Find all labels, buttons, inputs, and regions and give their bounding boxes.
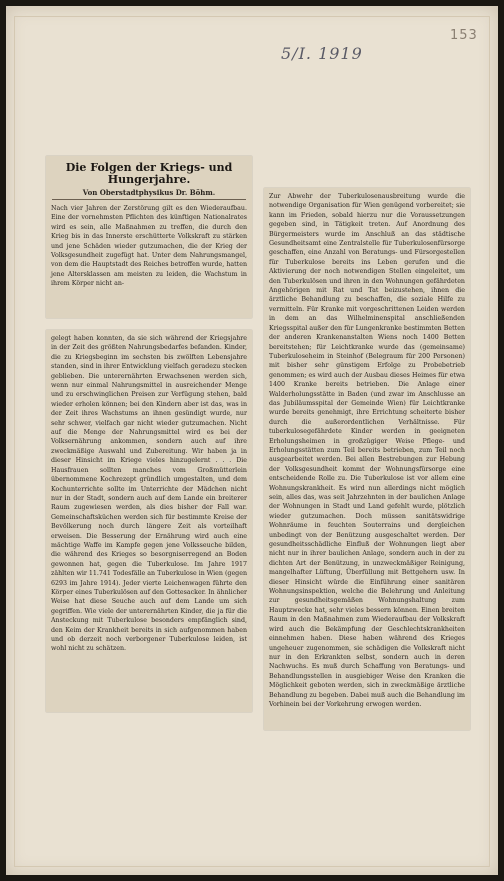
clipping-title-column [46,156,252,318]
clipping-right-column [264,188,470,730]
article-text-2: Zur Abwehr der Tuberkulosenausbreitung wurde die notwendige Organisation für Wien genügend vorbereitet; sie kann im Frieden, sobald hierzu nur die Voraussetzungen gegeben sind, in Tätigkeit treten. Auf Anordnung des Bürgermeisters wurde im Anschluß an das städtische Gesundheitsamt eine Zentralstelle für Tuberkulosenfürsorge geschaffen, eine Anzahl von Beratungs- und Fürsorgestellen für Tuberkulose bereits ins Leben gerufen und die Aktivierung der noch notwendigen Stellen eingeleitet, um den Tuberkulösen und ihren in den Wohnungen gefährdeten Angehörigen mit Rat und Tat beizustehen, ihnen die ärztliche Behandlung zu beschaffen, die soziale Hilfe zu vermitteln. Für Kranke mit vorgeschrittenen Leiden werden in dem an das Wilhelminenspital anschließenden Kriegsspital außer den für Lungenkranke bestimmten Betten der anderen Krankenanstalten Wiens noch 1400 Betten bereitstehen; für Leichtkranke wurde das (gemeinsame) Tuberkuloseheim in Steinhof (Belegraum für 200 Personen) mit bisher sehr günstigem Erfolge zu Probebetrieb genommen; es wird auch der Ausbau dieses Heimes für etwa 1400 Kranke bereits betrieben. Die Anlage einer Walderholungsstätte in Baden (und zwar im Anschlusse an das Jubiläumsspital der Gemeinde Wien) für Leichtkranke wurde bereits genehmigt, ihre Errichtung scheiterte bisher durch die außerordentlichen Verhältnisse. Für tuberkulosegefährdete Kinder werden in geeigneten Erholungsheimen in großzügiger Weise Pflege- und Erholungsstätten zum Teil bereits betrieben, zum Teil noch ausgearbeitet werden. Bei allen Bestrebungen zur Hebung der Volksgesundheit kommt der Wohnungsfürsorge eine entscheidende Rolle zu. Die Tuberkulose ist vor allem eine Wohnungskrankheit. Es wird nun allerdings nicht möglich sein, alles das, was seit Jahrzehnten in der baulichen Anlage der Wohnungen in Stadt und Land gefehlt wurde, plötzlich wieder gutzumachen. Doch müssen sanitätswidrige Wohnräume in feuchten Souterrains und dergleichen unbedingt von der Benützung ausgeschaltet werden. Der gesundheitsschädliche Einfluß der Wohnungen liegt aber nicht nur in ihrer baulichen Anlage, sondern auch in der zu dichten Art der Benützung, in unzweckmäßiger Reinigung, mangelhafter Lüftung, Überfüllung mit Bettgehern usw. In dieser Hinsicht würde die Einführung einer sanitären Wohnungsinspektion, welche die Belehrung und Anleitung zur gesundheitsgemäßen Wohnungshaltung zum Hauptzwecke hat, sehr vieles bessern können. Einen breiten Raum in den Maßnahmen zum Wiederaufbau der Volkskraft wird auch die Bekämpfung der Geschlechtskrankheiten einnehmen haben. Diese haben während des Krieges ungeheuer zugenommen, sie schädigen die Volkskraft nicht nur in den Erkrankten selbst, sondern auch in deren Nachwuchs. Es muß durch Schaffung von Beratungs- und Behandlungsstellen in ausgiebiger Weise den Kranken die Möglichkeit geboten werden, sich in zweckmäßige ärztliche Behandlung zu begeben. Dabei muß auch die Behandlung im Vorhinein bei der Vorkehrung erwogen werden. [269,193,465,708]
article-byline: Von Oberstadtphysikus Dr. Böhm. [82,188,216,197]
article-title: Die Folgen der Kriegs- und Hungerjahre. [65,161,233,186]
article-text-1b: gelegt haben konnten, da sie sich während der Kriegsjahre in der Zeit des größten Nahrungsbedarfes befanden. Kinder, die zu Kriegsbeginn im sechsten bis zwölften Lebensjahre standen, sind in ihrer Entwicklung vielfach geradezu stecken geblieben. Die unterernährten Erwachsenen werden sich, wenn nur einmal Nahrungsmittel in ausreichender Menge und zu erschwinglichen Preisen zur Verfügung stehen, bald wieder erholen können; bei den Kindern aber ist das, was in der Zeit ihres Wachstums an ihnen gesündigt wurde, nur sehr schwer, vielfach gar nicht wieder gutzumachen. Nicht auf die Menge der Nahrungsmittel wird es bei der Volksernährung ankommen, sondern auch auf ihre zweckmäßige Auswahl und Zubereitung. Wir haben ja in dieser Hinsicht im Kriege vieles hinzugelernt . . . Die Hausfrauen sollten manches vom Großmütterlein übernommene Kochrezept gründlich umgestalten, und dem Kochunterrichte sollte im Unterrichte der Mädchen nicht nur in der Stadt, sondern auch auf dem Lande ein breiterer Raum zugewiesen werden, als dies bisher der Fall war. Gemeinschaftsküchen werden sich für bestimmte Kreise der Bevölkerung noch durch längere Zeit als vorteilhaft erweisen. Die Besserung der Ernährung wird auch eine mächtige Waffe im Kampfe gegen jene Volksseuche bilden, die während des Krieges so besorgniserregend an Boden gewonnen hat, gegen die Tuberkulose. Im Jahre 1917 zählten wir 11.741 Todesfälle an Tuberkulose in Wien (gegen 6293 im Jahre 1914). Jeder vierte Leichenwagen führte den Körper eines Tuberkulösen auf den Gottesacker. In ähnlicher Weise hat diese Seuche auch auf dem Lande um sich gegriffen. Wie viele der unterernährten Kinder, die ja für die Ansteckung mit Tuberkulose besonders empfänglich sind, den Keim der Krankheit bereits in sich aufgenommen haben und ob derzeit noch verborgener Tuberkulose leiden, ist wohl nicht zu schätzen. [51,335,247,653]
archive-sheet [6,6,498,875]
archive-number: 153 [450,28,478,43]
clipping-left-column [46,330,252,712]
article-text-1a: Nach vier Jahren der Zerstörung gilt es den Wiederaufbau. Eine der vornehmsten Pflichten des künftigen Nationalrates wird es sein, alle Maßnahmen zu treffen, die durch den Krieg bis in das Innerste erschütterte Volkskraft zu stärken und jene Schäden wieder gutzumachen, die der Krieg der Volksgesundheit zugefügt hat. Unter dem Nahrungsmangel, von dem die Hauptstadt des Reiches betroffen wurde, hatten jene Altersklassen am meisten zu leiden, die Wachstum in ihrem Körper nicht an- [51,205,247,288]
handwritten-date: 5/I. 1919 [281,44,363,63]
